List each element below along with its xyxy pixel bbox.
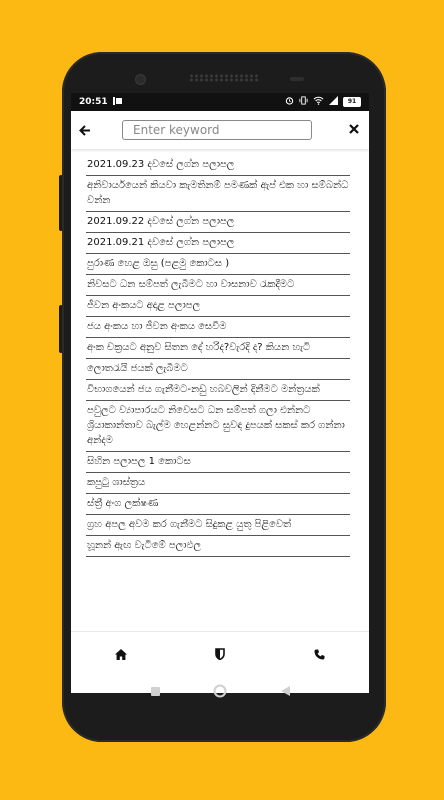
speaker-grille [189,74,259,82]
list-item[interactable]: ජය අංකය හා ජීවන අංකය සෙවීම [86,317,350,338]
list-item[interactable]: ලොතරැයි ජයක් ලැබීමට [86,359,350,380]
list-item[interactable]: ජීවන අංකයට අදාළ පලාපල [86,296,350,317]
list-item[interactable]: 2021.09.23 දවසේ ලග්න පලාපල [86,155,350,176]
search-bar [71,111,369,149]
list-item[interactable]: විභාගයෙන් ජය ගැනීමට-නඩු හබවලින් දිනීමට මන්ත්‍රයක් [86,380,350,401]
back-arrow-icon[interactable] [79,121,99,140]
list-item[interactable]: 2021.09.22 දවසේ ලග්න පලාපල [86,212,350,233]
status-time: 20:51 [79,97,108,107]
battery-icon: 91 [343,97,361,107]
home-icon[interactable] [106,639,136,669]
list-item[interactable]: නිවසට ධන සම්පත් ලැබීමට හා වාසනාව රැකදීමට [86,275,350,296]
list-item[interactable]: පවුලට ව්‍යාපාරයට නිවෙසට ධන සම්පත් ගලා එන්නට ශ්‍රියාකාන්තාව බැල්ම හෙළන්නට සුවඳ දුපයක් සකස් කර ගන්නා අන්දම [86,401,350,452]
wifi-icon [313,96,324,108]
vibrate-icon [299,96,308,108]
recents-square-icon[interactable] [145,681,165,701]
home-circle-icon[interactable] [210,681,230,701]
list-item[interactable]: 2021.09.21 දවසේ ලග්න පලාපල [86,233,350,254]
list-item[interactable]: ස්ත්‍රී අංග ලක්ෂණ [86,494,350,515]
list-item[interactable]: සිහින පලාපල 1 කොටස [86,452,350,473]
signal-icon [329,96,338,108]
phone-icon[interactable] [304,639,334,669]
article-list [71,155,369,557]
status-bar [71,93,369,111]
bottom-navigation [71,631,369,676]
screen [71,93,369,693]
list-item[interactable]: ග්‍රහ අපල අවම කර ගැනීමට සිදුකළ යුතු පිළිවෙත් [86,515,350,536]
close-icon[interactable] [349,122,359,138]
list-item[interactable]: අංක චක්‍රයට අනුව සිතන දේ හරිද?වැරදි ද? කියන හැටි [86,338,350,359]
phone-frame [62,52,386,742]
list-item[interactable]: පුරාණ හෙළ ඔසු (පළමු කොටස ) [86,254,350,275]
shield-icon[interactable] [205,639,235,669]
system-navigation [71,675,369,707]
list-item[interactable]: අනිවාර්යයෙන් කියවා කැමතිනම් පමණක් ඇප් එක හා සම්බන්ධ වන්න [86,176,350,212]
proximity-sensor [290,77,304,81]
list-item[interactable]: හූනන් ඇඟ වැටීමේ පලාඵල [86,536,350,557]
search-input[interactable] [122,120,312,140]
list-item[interactable]: කපුටු ශාස්ත්‍රය [86,473,350,494]
front-camera [135,74,146,85]
alarm-icon [285,96,294,108]
notification-icon [113,97,122,108]
back-triangle-icon[interactable] [275,681,295,701]
